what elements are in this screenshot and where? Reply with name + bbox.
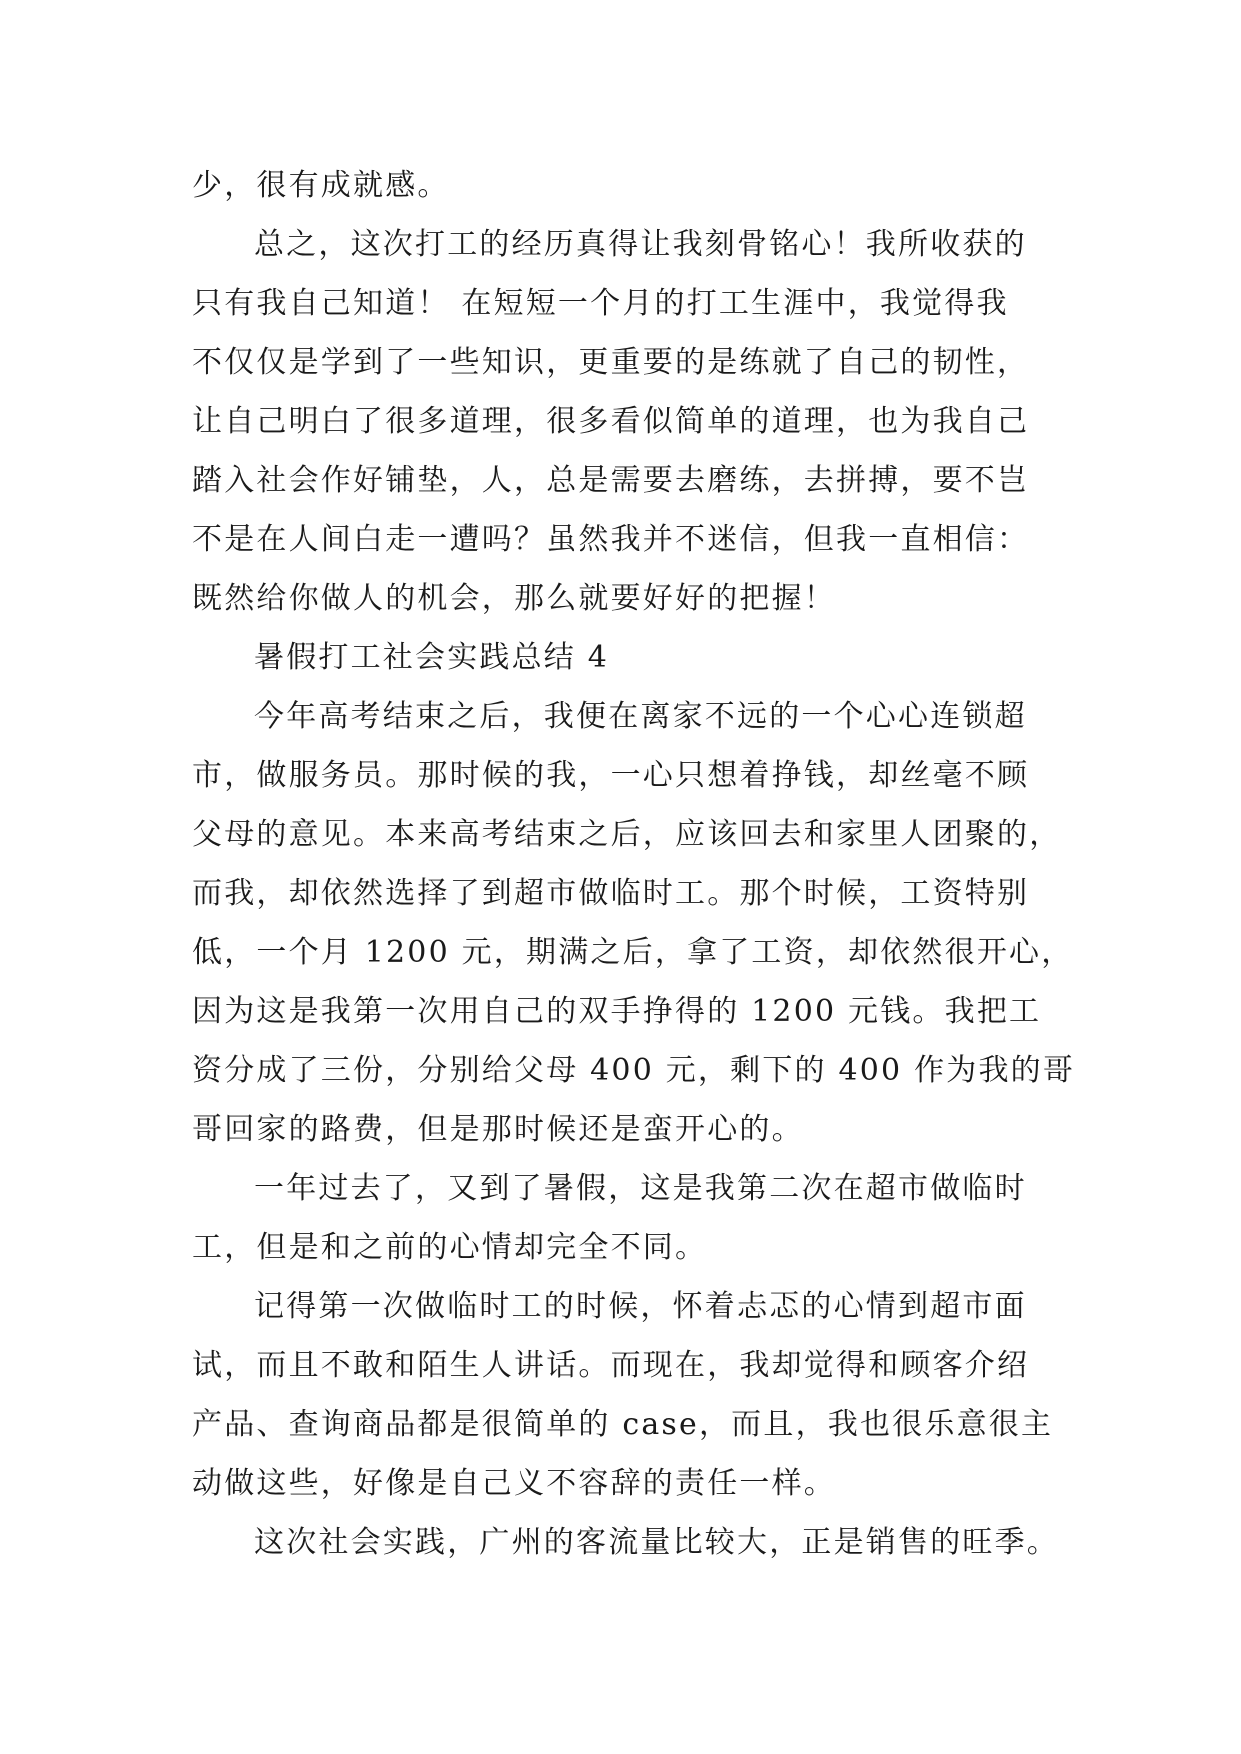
paragraph-line: 动做这些，好像是自己义不容辞的责任一样。	[192, 1466, 836, 1501]
paragraph-first-line: 总之，这次打工的经历真得让我刻骨铭心！我所收获的	[254, 227, 1027, 262]
paragraph-line: 资分成了三份，分别给父母 400 元，剩下的 400 作为我的哥	[192, 1053, 1076, 1088]
paragraph-line: 既然给你做人的机会，那么就要好好的把握！	[192, 581, 836, 616]
paragraph-line: 工，但是和之前的心情却完全不同。	[192, 1230, 708, 1265]
paragraph-line: 踏入社会作好铺垫，人，总是需要去磨练，去拼搏，要不岂	[192, 463, 1030, 498]
paragraph-line: 而我，却依然选择了到超市做临时工。那个时候，工资特别	[192, 876, 1030, 911]
paragraph-line: 父母的意见。本来高考结束之后，应该回去和家里人团聚的，	[192, 817, 1062, 852]
paragraph-line: 哥回家的路费，但是那时候还是蛮开心的。	[192, 1112, 804, 1147]
paragraph-line: 试，而且不敢和陌生人讲话。而现在，我却觉得和顾客介绍	[192, 1348, 1030, 1383]
paragraph-first-line: 今年高考结束之后，我便在离家不远的一个心心连锁超	[254, 699, 1027, 734]
paragraph-line: 不仅仅是学到了一些知识，更重要的是练就了自己的韧性，	[192, 345, 1030, 380]
paragraph-line: 市，做服务员。那时候的我，一心只想着挣钱，却丝毫不顾	[192, 758, 1030, 793]
paragraph-first-line: 记得第一次做临时工的时候，怀着忐忑的心情到超市面	[254, 1289, 1027, 1324]
paragraph-line: 只有我自己知道！ 在短短一个月的打工生涯中，我觉得我	[192, 286, 1009, 321]
paragraph-line: 产品、查询商品都是很简单的 case，而且，我也很乐意很主	[192, 1407, 1054, 1442]
paragraph-line: 不是在人间白走一遭吗？虽然我并不迷信，但我一直相信：	[192, 522, 1030, 557]
paragraph-line: 让自己明白了很多道理，很多看似简单的道理，也为我自己	[192, 404, 1030, 439]
paragraph-first-line: 暑假打工社会实践总结 4	[254, 640, 610, 675]
paragraph-line: 少，很有成就感。	[192, 168, 450, 203]
paragraph-first-line: 一年过去了，又到了暑假，这是我第二次在超市做临时	[254, 1171, 1027, 1206]
document-body	[192, 156, 1076, 1572]
paragraph-first-line: 这次社会实践，广州的客流量比较大，正是销售的旺季。	[254, 1525, 1059, 1560]
paragraph-line: 因为这是我第一次用自己的双手挣得的 1200 元钱。我把工	[192, 994, 1042, 1029]
paragraph-line: 低，一个月 1200 元，期满之后，拿了工资，却依然很开心，	[192, 935, 1074, 970]
